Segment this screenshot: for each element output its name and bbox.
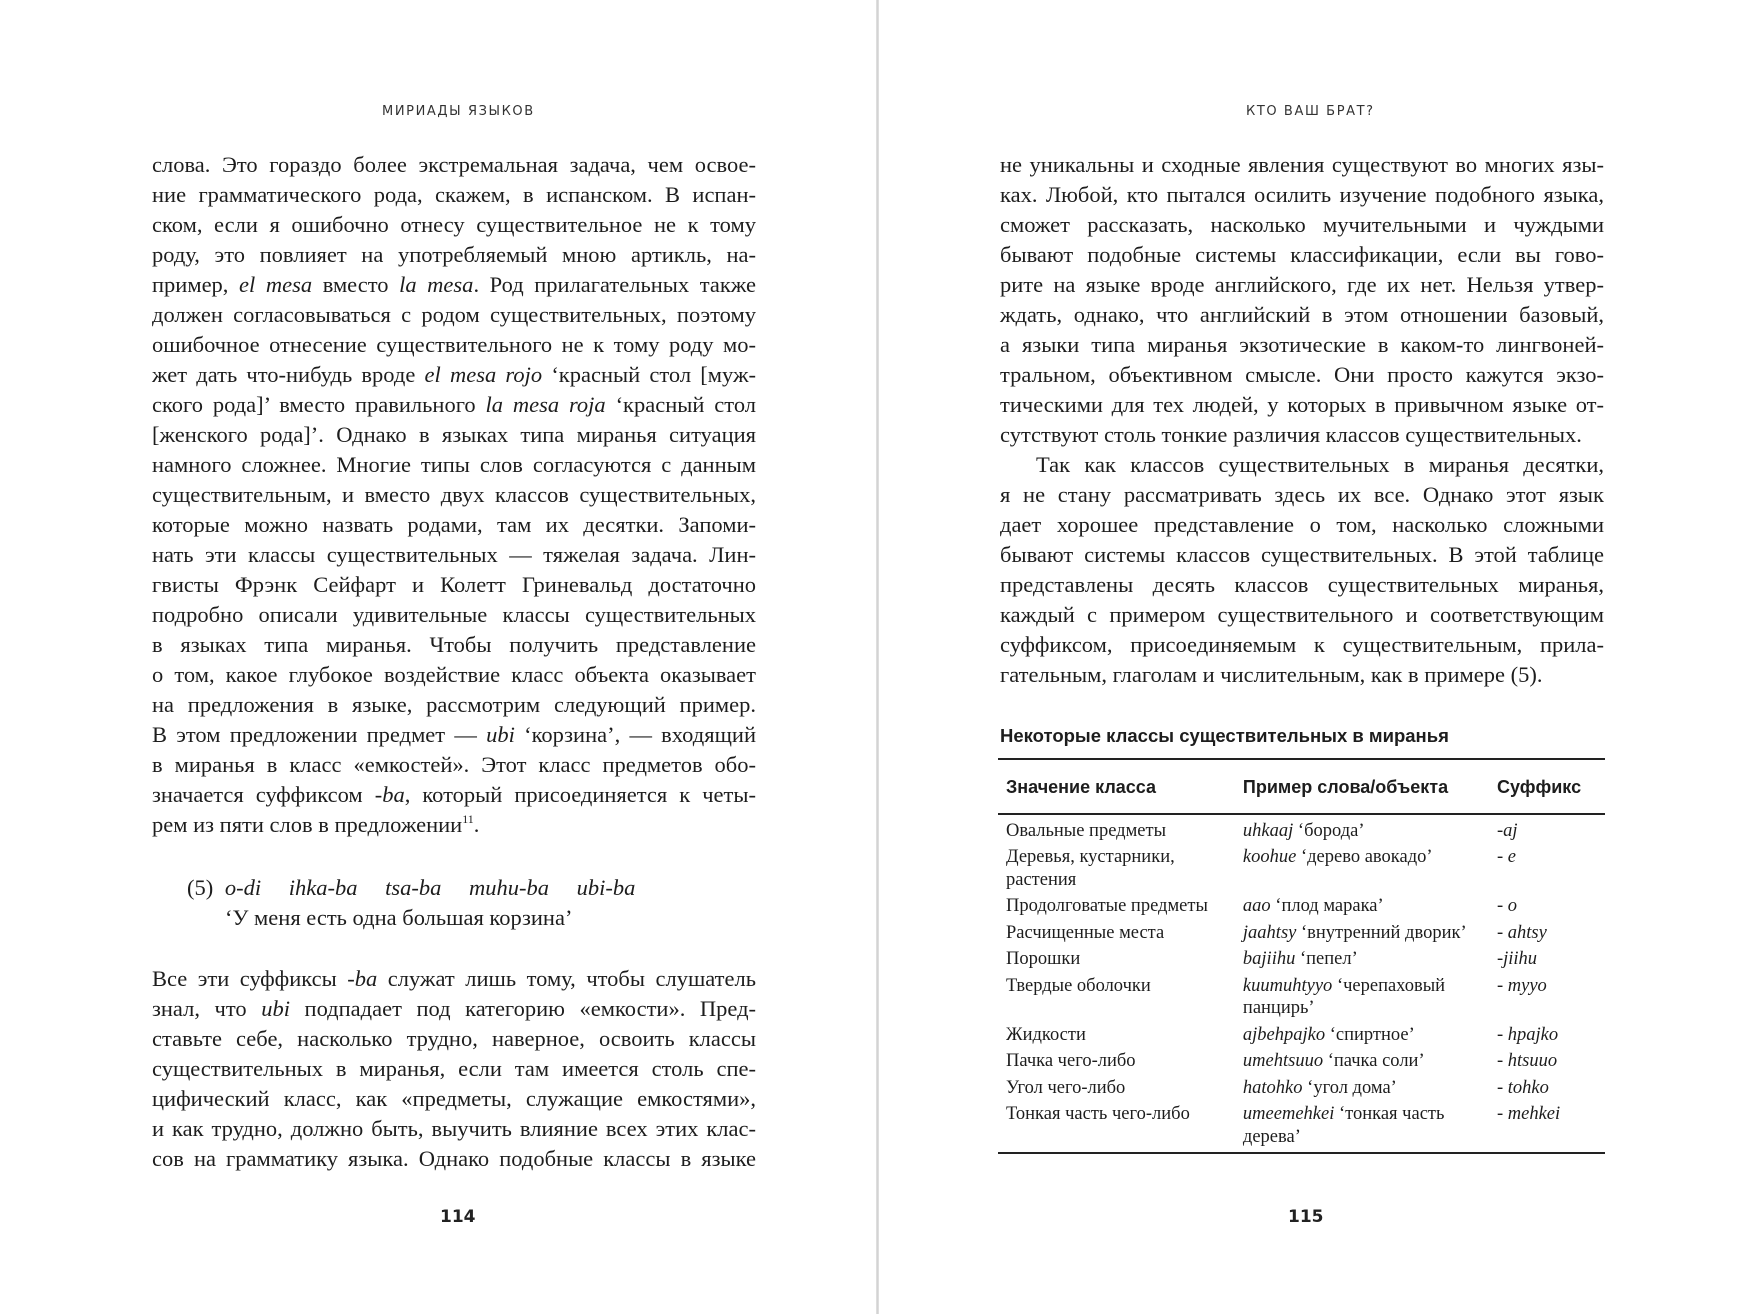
- text-line: а языки типа миранья экзотические в каком-то лингвоней-: [1000, 332, 1604, 357]
- example-word: ihka-ba: [288, 875, 358, 900]
- table-caption: Некоторые классы существительных в миранья: [1000, 725, 1449, 746]
- text-line: бывают системы классов существительных. В этой таблице: [1000, 542, 1604, 567]
- example-cell: [1235, 893, 1489, 920]
- table-row: [998, 814, 1605, 845]
- text-line: тральном, объективном смысле. Они просто кажутся экзо-: [1000, 362, 1604, 387]
- table-row: [998, 920, 1605, 947]
- class-meaning-cell: Порошки: [1006, 949, 1081, 969]
- text-line: ского рода]’ вместо правильного la mesa roja ‘красный стол: [152, 392, 756, 417]
- example-number: (5): [187, 875, 214, 900]
- example-cell: [1235, 814, 1489, 845]
- example-cell: [1235, 1048, 1489, 1075]
- suffix-cell: - mehkei: [1489, 1101, 1605, 1153]
- left-page-number: 114: [440, 1207, 476, 1227]
- table-row: [998, 1022, 1605, 1049]
- text-line: которые можно назвать родами, там их десятки. Запоми-: [152, 512, 756, 537]
- text-line: представлены десять классов существительных миранья,: [1000, 572, 1604, 597]
- example-word: uhkaaj: [1242, 820, 1294, 841]
- example-word: umehtsuuo: [1242, 1051, 1324, 1071]
- table-body: [998, 814, 1605, 1154]
- text-line: ние грамматического рода, скажем, в испанском. В испан-: [152, 182, 756, 207]
- example-cell: [1235, 1075, 1489, 1102]
- right-page: [880, 0, 1750, 1314]
- example-cell: [1235, 1022, 1489, 1049]
- right-running-head: КТО ВАШ БРАТ?: [1246, 104, 1375, 119]
- text-line: ошибочное отнесение существительного не к тому роду мо-: [152, 332, 756, 357]
- left-body-text: [152, 150, 756, 840]
- example-translation: ‘дерево авокадо’: [1296, 847, 1433, 867]
- example-word: tsa-ba: [385, 875, 442, 900]
- text-line: и как трудно, должно быть, выучить влияние всех этих клас-: [152, 1116, 756, 1141]
- example-translation: ‘борода’: [1293, 820, 1365, 841]
- suffix-cell: - o: [1496, 896, 1518, 916]
- suffix-cell: -aj: [1496, 820, 1518, 841]
- text-line: в языках типа миранья. Чтобы получить представление: [152, 632, 756, 657]
- text-line: гательным, глаголам и числительным, как в примере (5).: [1000, 662, 1543, 687]
- text-line: сутствуют столь тонкие различия классов существительных.: [1000, 422, 1582, 447]
- text-line: каждый с примером существительного и соответствующим: [1000, 602, 1604, 627]
- example-word: kuumuhtyyo: [1242, 975, 1333, 996]
- example-word: umeemehkei: [1242, 1104, 1335, 1124]
- text-line: существительным, и вместо двух классов существительных,: [152, 482, 756, 507]
- text-line: не уникальны и сходные явления существуют во многих язы-: [1000, 152, 1604, 177]
- text-line: [женского рода]’. Однако в языках типа миранья ситуация: [152, 422, 756, 447]
- left-body-text-continued: [152, 964, 756, 1174]
- example-cell: [1235, 920, 1489, 947]
- example-translation: ‘черепаховый панцирь’: [1242, 975, 1446, 1018]
- text-line: ставьте себе, насколько трудно, наверное, освоить классы: [152, 1026, 756, 1051]
- suffix-cell: - e: [1496, 847, 1516, 867]
- example-cell: [1235, 1101, 1489, 1153]
- table-header-row: [998, 759, 1605, 814]
- example-word: ajbehpajko: [1242, 1024, 1326, 1045]
- text-line: о том, какое глубокое воздействие класс объекта оказывает: [152, 662, 756, 687]
- italic-term: el mesa rojo: [424, 362, 543, 387]
- suffix-cell: - tohko: [1496, 1077, 1549, 1098]
- text-line: я не стану рассматривать здесь их все. Однако этот язык: [1000, 482, 1604, 507]
- example-cell: [1235, 973, 1489, 1022]
- italic-term: ubi: [486, 722, 515, 747]
- table-row: [998, 1101, 1605, 1153]
- text-line: ждать, однако, что английский в этом отношении базовый,: [1000, 302, 1604, 327]
- book-gutter: [876, 0, 879, 1314]
- italic-term: el mesa: [239, 272, 313, 297]
- text-line: сможет рассказать, насколько мучительными и чуждыми: [1000, 212, 1604, 237]
- text-line: намного сложнее. Многие типы слов согласуются с данным: [152, 452, 756, 477]
- text-line: существительных в миранья, если там имеется столь спе-: [152, 1056, 756, 1081]
- column-header-meaning: Значение класса: [998, 759, 1235, 814]
- text-line: значается суффиксом -ba, который присоединяется к четы-: [152, 782, 756, 807]
- text-line: роду, это повлияет на употребляемый мною артикль, на-: [152, 242, 756, 267]
- italic-term: la mesa: [399, 272, 474, 297]
- example-word: aao: [1242, 896, 1271, 916]
- class-meaning-cell: Угол чего-либо: [1006, 1077, 1126, 1098]
- example-word: hatohko: [1242, 1077, 1303, 1098]
- suffix-cell: - hpajko: [1496, 1024, 1559, 1045]
- suffix-cell: - ahtsy: [1496, 922, 1547, 943]
- text-line: суффиксом, присоединяемым к существительным, прила-: [1000, 632, 1604, 657]
- italic-term: ubi: [261, 996, 290, 1021]
- example-word: o-di: [224, 875, 262, 900]
- left-page: [0, 0, 870, 1314]
- text-line: нать эти классы существительных — тяжелая задача. Лин-: [152, 542, 756, 567]
- text-line: В этом предложении предмет — ubi ‘корзина’, — входящий: [152, 722, 756, 747]
- text-line: ском, если я ошибочно отнесу существительное не к тому: [152, 212, 756, 237]
- suffix-cell: - htsuuo: [1496, 1051, 1558, 1071]
- table-row: [998, 1075, 1605, 1102]
- example-translation: ‘спиртное’: [1325, 1024, 1415, 1045]
- text-line: подробно описали удивительные классы существительных: [152, 602, 756, 627]
- text-line: пример, el mesa вместо la mesa. Род прилагательных также: [152, 272, 756, 297]
- example-cell: [1235, 946, 1489, 973]
- column-header-suffix: Суффикс: [1489, 759, 1605, 814]
- text-line: гвисты Фрэнк Сейфарт и Колетт Гриневальд достаточно: [152, 572, 756, 597]
- text-line: Так как классов существительных в миранья десятки,: [1036, 452, 1604, 477]
- text-line: слова. Это гораздо более экстремальная задача, чем освое-: [152, 152, 756, 177]
- suffix-cell: - myyo: [1496, 975, 1547, 996]
- class-meaning-cell: Пачка чего-либо: [1006, 1051, 1136, 1071]
- italic-term: -ba: [374, 782, 405, 807]
- text-line: тическими для тех людей, у которых в привычном языке от-: [1000, 392, 1604, 417]
- example-word: ubi-ba: [576, 875, 636, 900]
- right-page-number: 115: [1288, 1207, 1324, 1227]
- text-line: дает хорошее представление о том, насколько сложными: [1000, 512, 1604, 537]
- text-line: знал, что ubi подпадает под категорию «емкости». Пред-: [152, 996, 757, 1021]
- footnote-marker: 11: [462, 812, 474, 826]
- example-translation: ‘плод марака’: [1270, 896, 1384, 916]
- text-line: жет дать что-нибудь вроде el mesa rojo ‘красный стол [муж-: [152, 362, 756, 387]
- column-header-example: Пример слова/объекта: [1235, 759, 1489, 814]
- example-translation: ‘угол дома’: [1302, 1077, 1397, 1098]
- text-line: в миранья в класс «емкостей». Этот класс предметов обо-: [152, 752, 756, 777]
- table-row: [998, 973, 1605, 1022]
- suffix-cell: -jiihu: [1496, 949, 1538, 969]
- table-row: [998, 844, 1605, 893]
- class-meaning-cell: Твердые оболочки: [1006, 975, 1151, 996]
- example-word: jaahtsy: [1242, 922, 1297, 943]
- example-word: koohue: [1242, 847, 1297, 867]
- example-gloss: ‘У меня есть одна большая корзина’: [225, 905, 573, 930]
- example-cell: [1235, 844, 1489, 893]
- class-meaning-cell: Овальные предметы: [1006, 820, 1167, 841]
- text-line: сов на грамматику языка. Однако подобные классы в языке: [152, 1146, 756, 1171]
- text-line: должен согласовываться с родом существительных, поэтому: [152, 302, 756, 327]
- example-word: muhu-ba: [468, 875, 549, 900]
- text-line: Все эти суффиксы -ba служат лишь тому, чтобы слушатель: [152, 966, 756, 991]
- class-meaning-cell: Продолговатые предметы: [1006, 896, 1208, 916]
- example-translation: ‘пачка соли’: [1323, 1051, 1425, 1071]
- noun-classes-table: [998, 758, 1605, 1154]
- example-translation: ‘внутренний дворик’: [1296, 922, 1467, 943]
- text-line: рите на языке вроде английского, где их нет. Нельзя утвер-: [1000, 272, 1604, 297]
- text-line: на предложения в языке, рассмотрим следующий пример.: [152, 692, 756, 717]
- class-meaning-cell: Тонкая часть чего-либо: [998, 1101, 1235, 1153]
- example-5: [187, 873, 657, 933]
- text-line: рем из пяти слов в предложении$^{11}$.: [152, 812, 480, 837]
- table-row: [998, 893, 1605, 920]
- italic-term: -ba: [347, 966, 378, 991]
- class-meaning-cell: Расчищенные места: [1006, 922, 1165, 943]
- text-line: цифический класс, как «предметы, служащие емкостями»,: [152, 1086, 756, 1111]
- example-word: bajiihu: [1242, 949, 1296, 969]
- text-line: бывают подобные системы классификации, если вы гово-: [1000, 242, 1604, 267]
- table-row: [998, 1048, 1605, 1075]
- text-line: ках. Любой, кто пытался осилить изучение подобного языка,: [1000, 182, 1604, 207]
- class-meaning-cell: Жидкости: [1006, 1024, 1086, 1045]
- table-row: [998, 946, 1605, 973]
- class-meaning-cell: Деревья, кустарники, растения: [1006, 847, 1175, 890]
- italic-term: la mesa roja: [485, 392, 606, 417]
- right-body-text: [1000, 150, 1604, 690]
- example-translation: ‘пепел’: [1295, 949, 1358, 969]
- left-running-head: МИРИАДЫ ЯЗЫКОВ: [382, 104, 535, 119]
- example-translation: ‘тонкая часть дерева’: [1242, 1104, 1445, 1147]
